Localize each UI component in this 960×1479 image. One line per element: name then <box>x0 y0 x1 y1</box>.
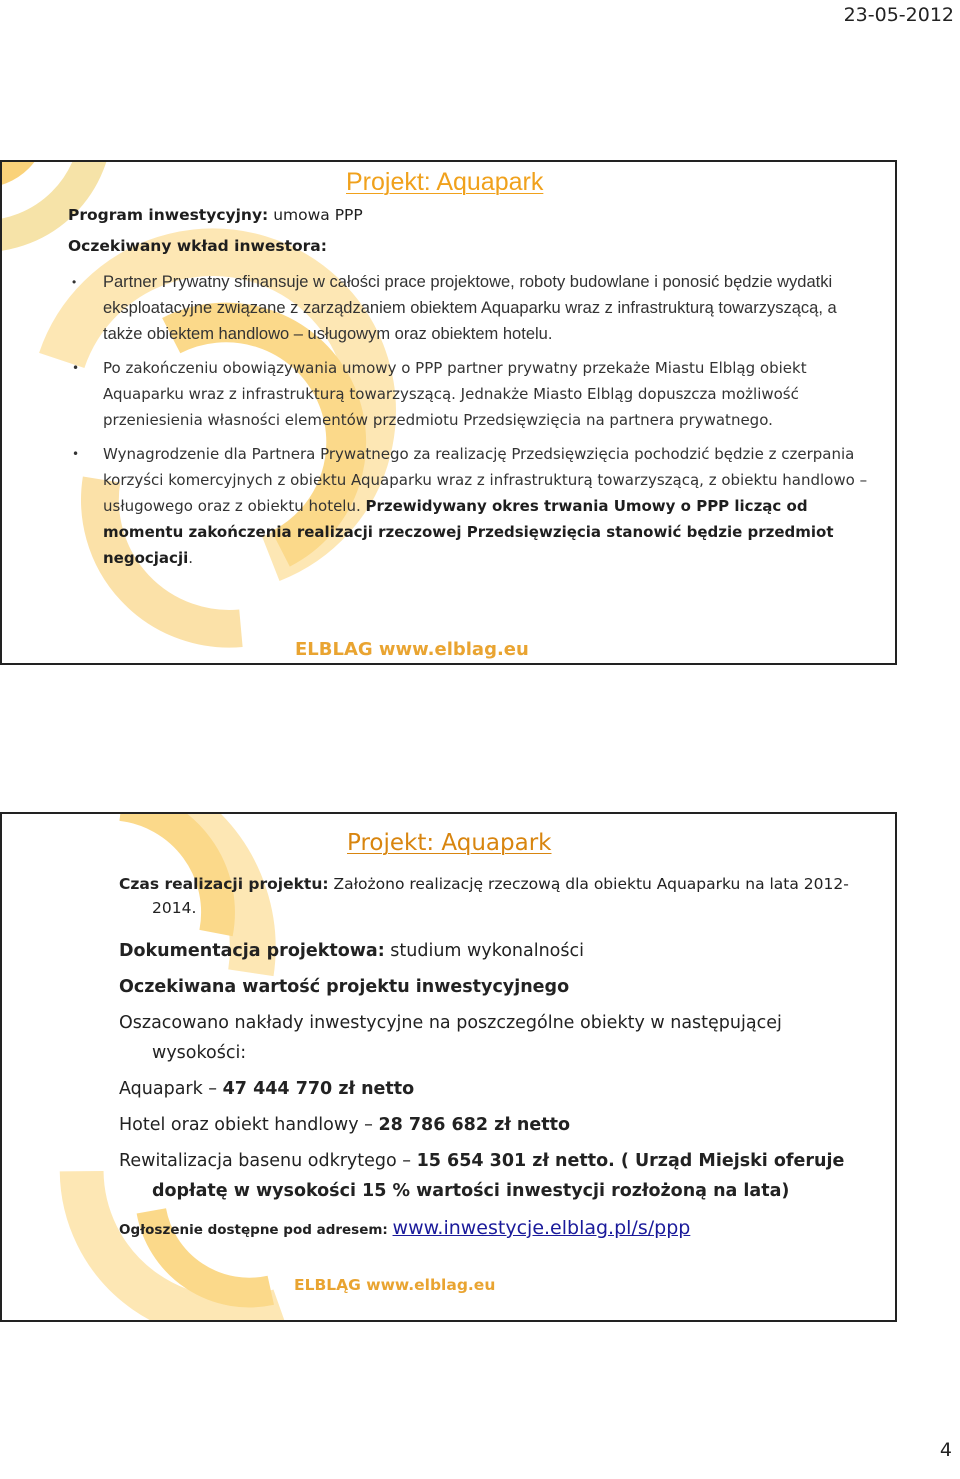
program-value: umowa PPP <box>268 206 363 224</box>
list-item: • Partner Prywatny sfinansuje w całości prace projektowe, roboty budowlane i ponosić będzie wydatki eksploatacyjne związane z zarządzaniem obiektem Aquaparku wraz z infrastrukturą towarzyszącą, a także obiektem handlowo – usługowym oraz obiektem hotelu. <box>68 269 878 347</box>
announcement-link[interactable]: www.inwestycje.elblag.pl/s/ppp <box>392 1217 691 1239</box>
time-line: Czas realizacji projektu: Założono realizację rzeczową dla obiektu Aquaparku na lata 2012-2014. <box>119 875 849 917</box>
bullet-list <box>68 269 878 571</box>
footer-website[interactable]: ELBLĄG www.elblag.eu <box>294 1276 496 1294</box>
pool-cost: Rewitalizacja basenu odkrytego – 15 654 301 zł netto. ( Urząd Miejski oferuje dopłatę w wysokości 15 % wartości inwestycji rozłożoną na lata) <box>119 1151 845 1201</box>
program-label: Program inwestycyjny: <box>68 206 269 224</box>
slide-aquapark-details <box>0 812 897 1322</box>
estimate-text: Oszacowano nakłady inwestycyjne na poszczególne obiekty w następującej wysokości: <box>119 1013 782 1063</box>
slide-title: Projekt: Aquapark <box>346 168 544 196</box>
list-item: • Po zakończeniu obowiązywania umowy o PPP partner prywatny przekaże Miastu Elbląg obiekt Aquaparku wraz z infrastrukturą towarzyszącą. Jednakże Miasto Elbląg dopuszcza możliwość przeniesienia własności elementów przedmiotu Przedsięwzięcia na partnera prywatnego. <box>68 355 878 433</box>
program-line <box>68 206 363 224</box>
bullet-icon: • <box>72 275 77 289</box>
aquapark-cost: Aquapark – 47 444 770 zł netto <box>119 1079 415 1099</box>
list-item: • Wynagrodzenie dla Partnera Prywatnego za realizację Przedsięwzięcia pochodzić będzie z czerpania korzyści komercyjnych z obiektu Aquaparku wraz z infrastrukturą towarzyszącą, z obiektu handlowo – usługowego oraz z obiektu hotelu. Przewidywany okres trwania Umowy o PPP licząc od momentu zakończenia realizacji rzeczowej Przedsięwzięcia stanowić będzie przedmiot negocjacji. <box>68 441 878 571</box>
slide-title: Projekt: Aquapark <box>347 830 552 856</box>
bullet-icon: • <box>72 361 80 375</box>
footer-website[interactable]: ELBLAG www.elblag.eu <box>295 639 529 660</box>
slide-body <box>119 872 879 1250</box>
page-date: 23-05-2012 <box>843 4 954 26</box>
hotel-cost: Hotel oraz obiekt handlowy – 28 786 682 zł netto <box>119 1115 570 1135</box>
bullet-icon: • <box>72 447 80 461</box>
documentation-line: Dokumentacja projektowa: studium wykonalności <box>119 941 584 961</box>
slide-aquapark-investment <box>0 160 897 665</box>
contribution-heading: Oczekiwany wkład inwestora: <box>68 237 327 255</box>
value-heading: Oczekiwana wartość projektu inwestycyjnego <box>119 977 570 997</box>
announcement-line: Ogłoszenie dostępne pod adresem: www.inwestycje.elblag.pl/s/ppp <box>119 1217 691 1239</box>
page-number: 4 <box>939 1439 952 1461</box>
